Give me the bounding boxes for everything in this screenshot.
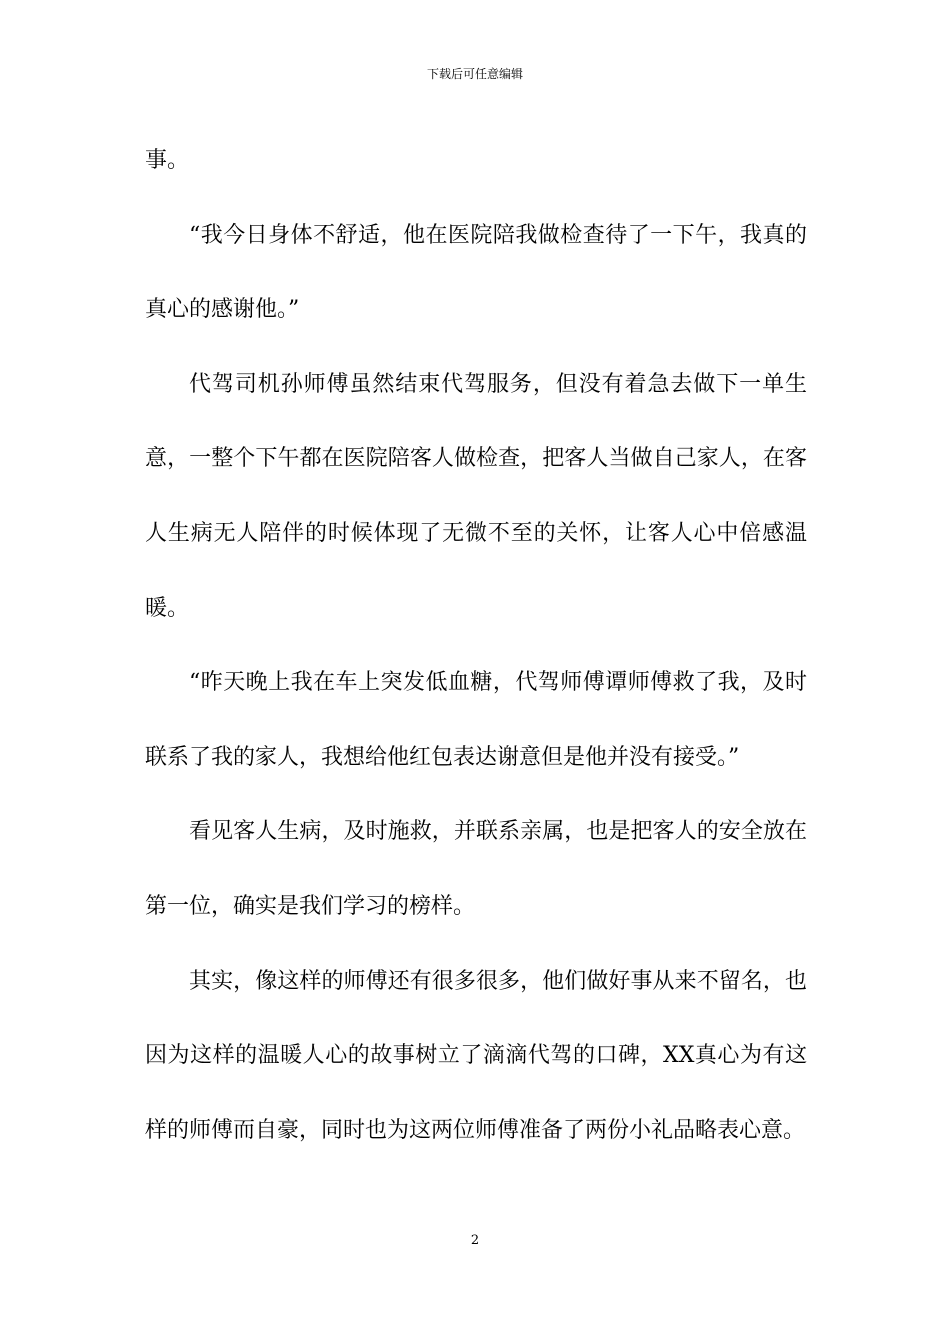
paragraph-quote-hospital: “我今日身体不舒适，他在医院陪我做检查待了一下午，我真的真心的感谢他。” <box>145 222 807 323</box>
paragraph-driver-sun: 代驾司机孙师傅虽然结束代驾服务，但没有着急去做下一单生意，一整个下午都在医院陪客人做检查，把客人当做自己家人，在客人生病无人陪伴的时候体现了无微不至的关怀，让客人心中倍感温暖。 <box>145 371 807 621</box>
page-number: 2 <box>470 1233 480 1248</box>
paragraph-role-model: 看见客人生病，及时施救，并联系亲属，也是把客人的安全放在第一位，确实是我们学习的榜样。 <box>145 819 807 919</box>
paragraph-quote-low-blood-sugar: “昨天晚上我在车上突发低血糖，代驾师傅谭师傅救了我，及时联系了我的家人，我想给他红包表达谢意但是他并没有接受。” <box>145 670 807 770</box>
paragraph-continuation: 事。 <box>145 148 190 173</box>
paragraph-conclusion: 其实，像这样的师傅还有很多很多，他们做好事从来不留名，也因为这样的温暖人心的故事树立了滴滴代驾的口碑，XX真心为有这样的师傅而自豪，同时也为这两位师傅准备了两份小礼品略表心意。 <box>145 968 807 1143</box>
document-body <box>145 124 807 1168</box>
page-header: 下载后可任意编辑 <box>426 67 523 81</box>
